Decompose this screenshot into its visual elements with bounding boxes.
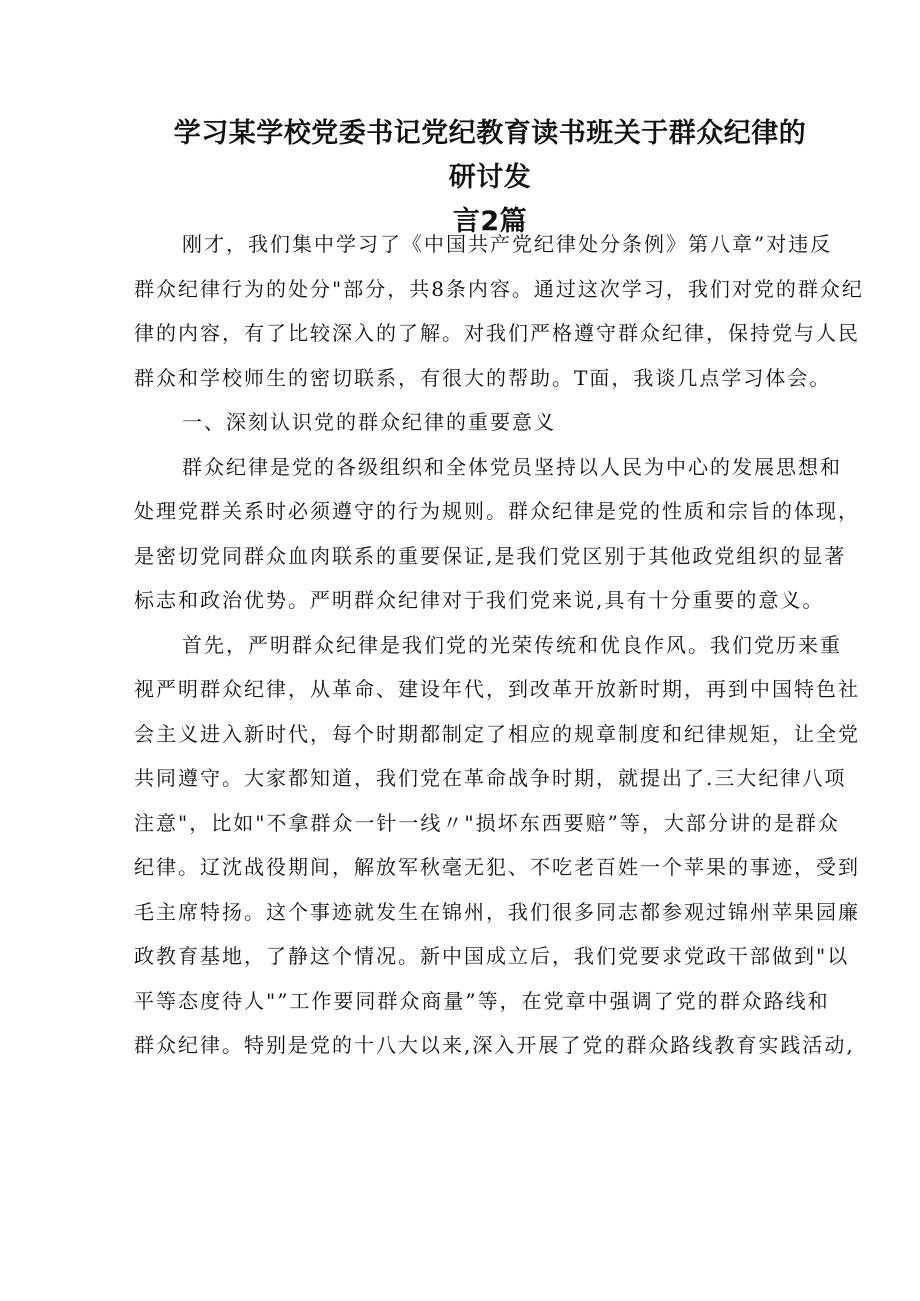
paragraph-line: 刚才，我们集中学习了《中国共产党纪律处分条例》第八章”对违反 xyxy=(182,232,833,256)
paragraph-line: 群众纪律行为的处分"部分，共8条内容。通过这次学习，我们对党的群众纪 xyxy=(134,276,864,301)
paragraph-line: 平等态度待人"”工作要同群众商量”等，在党章中强调了党的群众路线和 xyxy=(134,988,830,1013)
section-heading xyxy=(134,400,794,445)
paragraph-line: 毛主席特扬。这个事迹就发生在锦州，我们很多同志都参观过锦州苹果园廉 xyxy=(134,899,860,924)
paragraph-line: 标志和政治优势。严明群众纪律对于我们党来说,具有十分重要的意义。 xyxy=(134,588,825,612)
paragraph-line: 律的内容，有了比较深入的了解。对我们严格遵守群众纪律，保持党与人民 xyxy=(134,321,860,345)
paragraph-line: 群众纪律。特别是党的十八大以来,深入开展了党的群众路线教育实践活动, xyxy=(134,1033,855,1057)
title-line: 学习某学校党委书记党纪教育读书班关于群众纪律的研讨发 xyxy=(173,118,807,193)
paragraph-line: 处理党群关系时必须遵守的行为规则。群众纪律是党的性质和宗旨的体现， xyxy=(134,499,860,523)
paragraph-line: 纪律。辽沈战役期间，解放军秋毫无犯、不吃老百姓一个苹果的事迹，受到 xyxy=(134,855,860,879)
paragraph-intro xyxy=(134,222,864,400)
paragraph-line: 群众纪律是党的各级组织和全体党员坚持以人民为中心的发展思想和 xyxy=(182,454,842,479)
paragraph-line: 共同遵守。大家都知道，我们党在革命战争时期，就提出了.三大纪律八项 xyxy=(134,766,847,790)
paragraph-tradition xyxy=(134,623,860,1068)
paragraph-line: 群众和学校师生的密切联系，有很大的帮助。T面，我谈几点学习体会。 xyxy=(134,365,832,390)
paragraph-line: 视严明群众纪律，从革命、建设年代，到改革开放新时期，再到中国特色社 xyxy=(134,677,860,701)
title-line: 言2篇 xyxy=(452,206,528,237)
paragraph-definition xyxy=(134,445,860,623)
paragraph-line: 政教育基地，了静这个情况。新中国成立后，我们党要求党政干部做到"以 xyxy=(134,944,850,968)
paragraph-line: 是密切党同群众血肉联系的重要保证,是我们党区别于其他政党组织的显著 xyxy=(134,543,847,568)
paragraph-line: 会主义进入新时代，每个时期都制定了相应的规章制度和纪律规矩，让全党 xyxy=(134,721,860,746)
paragraph-line: 注意"，比如"不拿群众一针一线〃"损坏东西要赔”等，大部分讲的是群众 xyxy=(134,810,840,835)
paragraph-line: 首先，严明群众纪律是我们党的光荣传统和优良作风。我们党历来重 xyxy=(182,632,842,657)
section-heading-text: 一、深刻认识党的群众纪律的重要意义 xyxy=(182,410,556,434)
document-body xyxy=(134,222,864,1068)
